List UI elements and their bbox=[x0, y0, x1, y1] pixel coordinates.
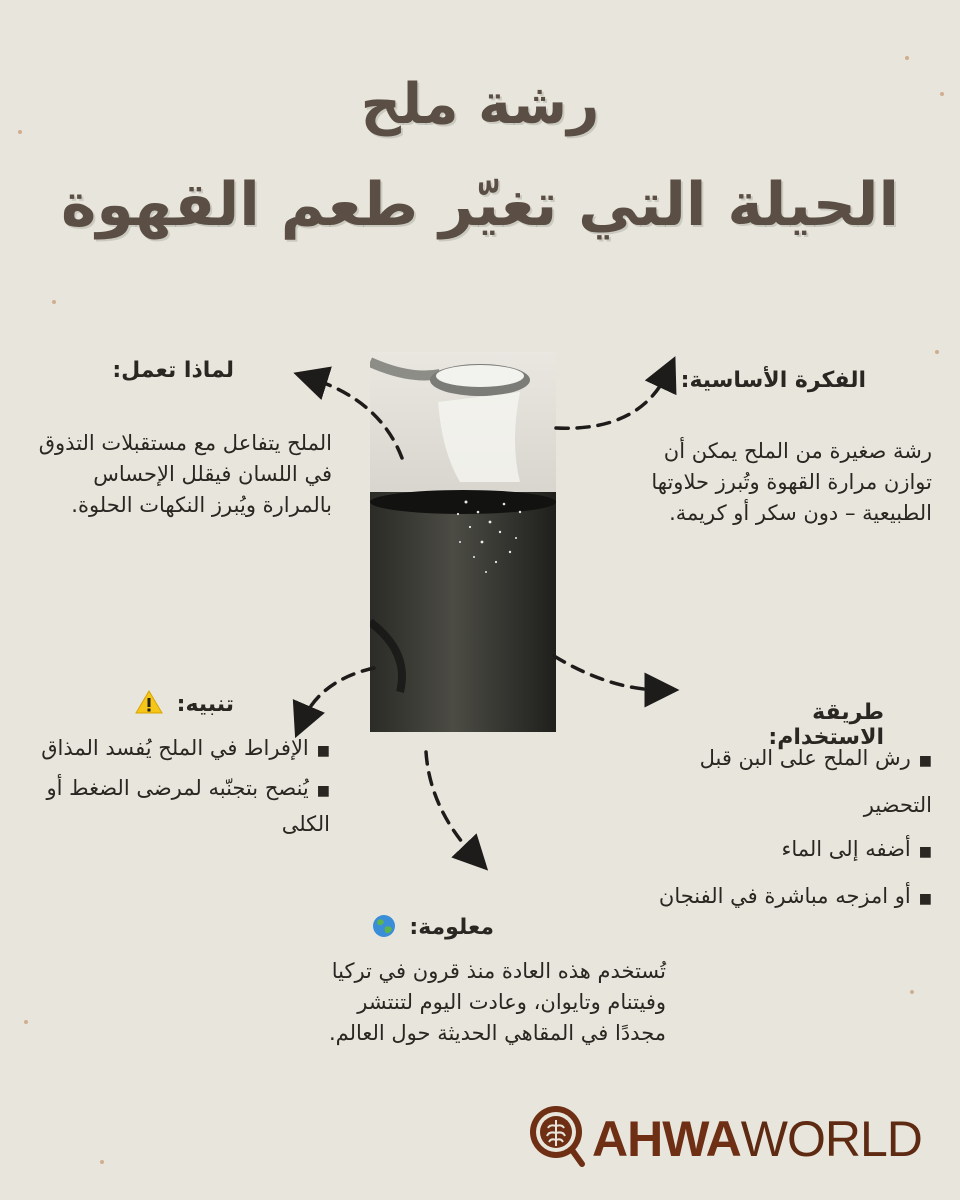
logo-bold-text: AHWA bbox=[592, 1111, 741, 1167]
arrow-to-idea bbox=[556, 372, 668, 428]
bullet-icon: ■ bbox=[918, 844, 932, 860]
coffee-bean-logo-icon bbox=[528, 1102, 588, 1168]
list-item bbox=[640, 874, 932, 921]
logo-thin-text: WORLD bbox=[740, 1111, 922, 1167]
warning-heading-label: تنبيه: bbox=[176, 692, 234, 717]
usage-item-3: أو امزجه مباشرة في الفنجان bbox=[658, 884, 911, 908]
why-heading: لماذا تعمل: bbox=[112, 358, 234, 383]
bullet-icon: ■ bbox=[918, 891, 932, 907]
usage-heading: طريقة الاستخدام: bbox=[768, 700, 884, 750]
why-text: الملح يتفاعل مع مستقبلات التذوق في اللسان فيقلل الإحساس بالمرارة ويُبرز النكهات الحلوة. bbox=[38, 431, 332, 517]
usage-item-2: أضفه إلى الماء bbox=[781, 837, 911, 861]
warning-item-1: الإفراط في الملح يُفسد المذاق bbox=[41, 736, 309, 760]
list-item bbox=[640, 736, 932, 827]
qahwa-world-logo bbox=[528, 1102, 922, 1168]
list-item bbox=[40, 772, 330, 841]
fact-text: تُستخدم هذه العادة منذ قرون في تركيا وفيتنام وتايوان، وعادت اليوم لتنتشر مجددًا في المقاهي الحديثة حول العالم. bbox=[328, 959, 666, 1045]
bullet-icon: ■ bbox=[316, 783, 330, 799]
warning-icon bbox=[135, 690, 163, 720]
globe-icon bbox=[372, 914, 396, 944]
bullet-icon: ■ bbox=[316, 743, 330, 759]
arrow-to-warning bbox=[302, 668, 374, 722]
warning-heading bbox=[110, 690, 234, 720]
bullet-icon: ■ bbox=[918, 753, 932, 769]
arrow-to-usage bbox=[554, 656, 662, 690]
usage-item-1: رش الملح على البن قبل التحضير bbox=[699, 746, 932, 817]
list-item bbox=[40, 732, 330, 768]
logo-wordmark bbox=[592, 1110, 922, 1168]
page-title: رشة ملح bbox=[360, 72, 600, 137]
warning-item-2: يُنصح بتجنّبه لمرضى الضغط أو الكلى bbox=[46, 776, 330, 836]
idea-text: رشة صغيرة من الملح يمكن أن توازن مرارة القهوة وتُبرز حلاوتها الطبيعية – دون سكر أو كريمة. bbox=[651, 439, 932, 525]
page-subtitle: الحيلة التي تغيّر طعم القهوة bbox=[60, 170, 900, 240]
fact-heading-label: معلومة: bbox=[409, 915, 494, 940]
fact-heading bbox=[370, 914, 494, 944]
usage-list bbox=[640, 736, 932, 921]
arrow-to-fact bbox=[426, 752, 476, 858]
list-item bbox=[640, 827, 932, 874]
warning-list bbox=[40, 732, 330, 845]
idea-heading: الفكرة الأساسية: bbox=[680, 368, 866, 393]
